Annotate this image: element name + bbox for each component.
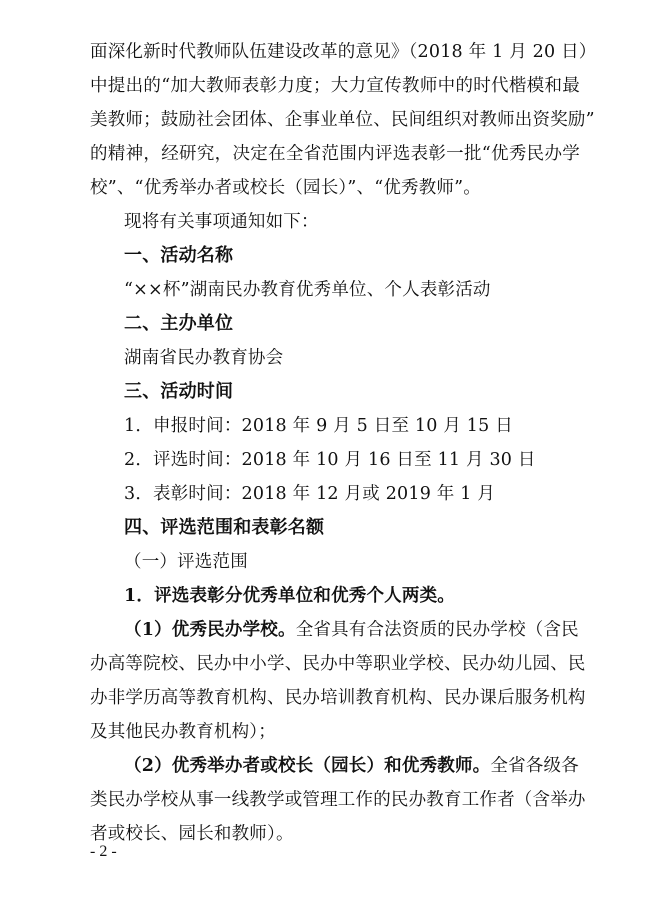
item-2-line: 类民办学校从事一线教学或管理工作的民办教育工作者（含举办 (90, 790, 586, 810)
section-heading-activity-name: 一、活动名称 (124, 245, 234, 266)
paragraph-line: 中提出的“加大教师表彰力度；大力宣传教师中的时代楷模和最 (90, 76, 580, 96)
item-1-line: 办高等院校、民办中小学、民办中等职业学校、民办幼儿园、民 (90, 654, 586, 674)
paragraph-line: 美教师；鼓励社会团体、企事业单位、民间组织对教师出资奖励” (90, 110, 595, 130)
section-heading-scope-quota: 四、评选范围和表彰名额 (124, 517, 325, 538)
item-2-first-line (124, 749, 580, 783)
organizer-text: 湖南省民办教育协会 (124, 348, 284, 368)
paragraph-line: 面深化新时代教师队伍建设改革的意见》（2018 年 1 月 20 日） (90, 42, 597, 62)
paragraph-line: 校”、“优秀举办者或校长（园长）”、“优秀教师”。 (90, 178, 481, 198)
item-2-line: 者或校长、园长和教师）。 (90, 824, 294, 844)
page-number: - 2 - (90, 843, 117, 860)
item-2-lead: （2）优秀举办者或校长（园长）和优秀教师。 (124, 756, 491, 776)
item-1-line: 及其他民办教育机构）； (90, 722, 276, 742)
scope-point-1: 1．评选表彰分优秀单位和优秀个人两类。 (124, 586, 455, 606)
section-heading-organizer: 二、主办单位 (124, 313, 234, 334)
item-1-lead: （1）优秀民办学校。 (124, 620, 296, 640)
item-1-first-line (124, 613, 580, 647)
activity-name-text: “××杯”湖南民办教育优秀单位、个人表彰活动 (124, 280, 491, 300)
time-item-commendation: 3．表彰时间：2018 年 12 月或 2019 年 1 月 (124, 484, 496, 504)
notice-intro: 现将有关事项通知如下： (124, 212, 319, 232)
time-item-application: 1．申报时间：2018 年 9 月 5 日至 10 月 15 日 (124, 416, 513, 436)
item-1-text: 全省具有合法资质的民办学校（含民 (295, 620, 579, 640)
time-item-selection: 2．评选时间：2018 年 10 月 16 日至 11 月 30 日 (124, 450, 536, 470)
item-1-line: 办非学历高等教育机构、民办培训教育机构、民办课后服务机构 (90, 688, 586, 708)
paragraph-line: 的精神，经研究，决定在全省范围内评选表彰一批“优秀民办学 (90, 144, 580, 164)
item-2-text: 全省各级各 (490, 756, 579, 776)
subheading-scope: （一）评选范围 (124, 552, 248, 572)
section-heading-activity-time: 三、活动时间 (124, 381, 234, 402)
